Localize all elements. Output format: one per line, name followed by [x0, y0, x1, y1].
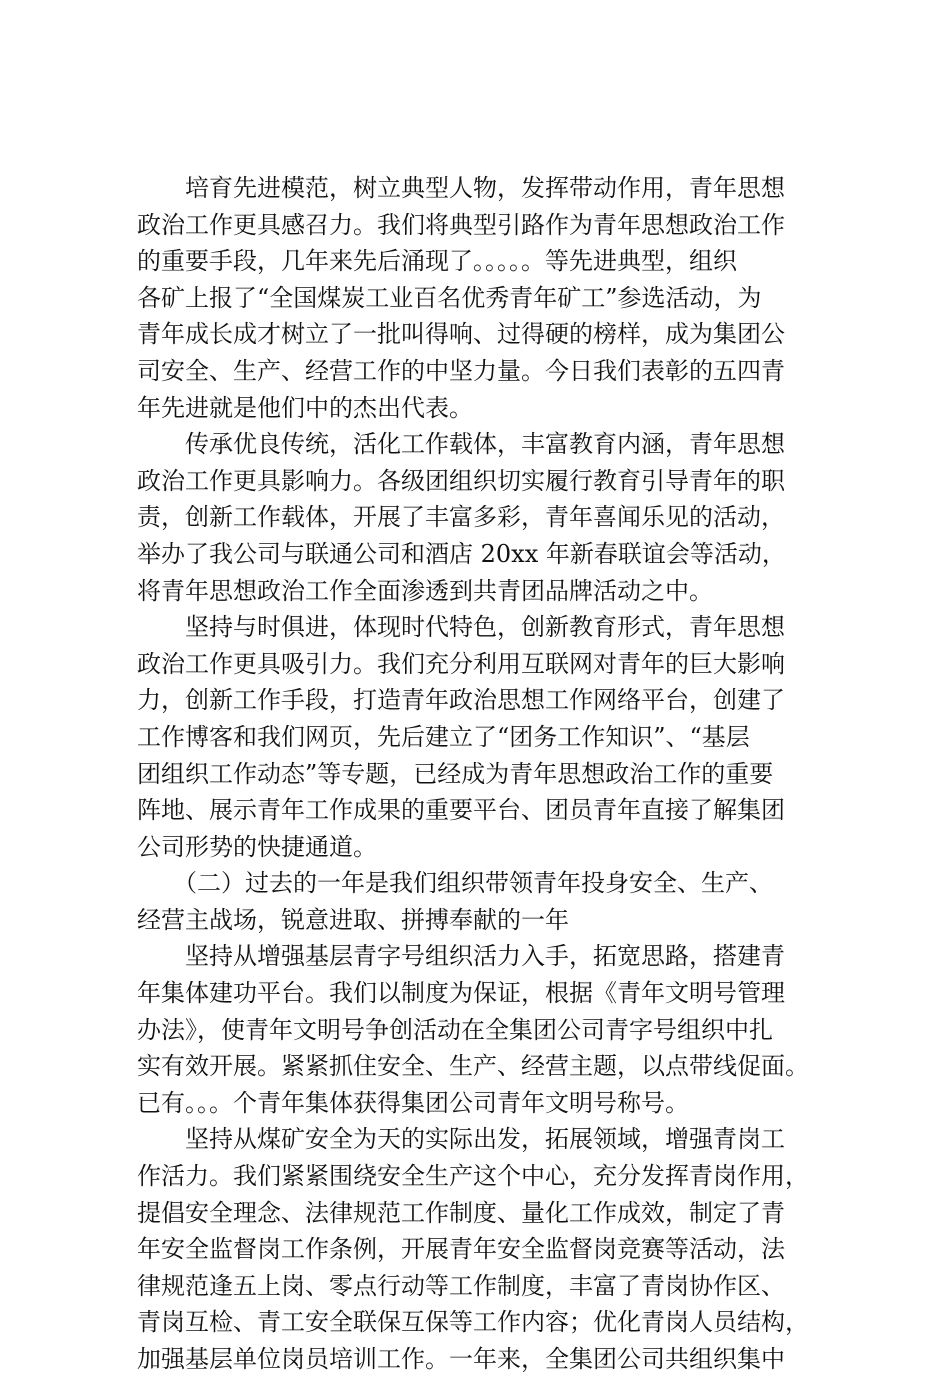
text-line: 青年成长成才树立了一批叫得响、过得硬的榜样，成为集团公 [137, 320, 785, 349]
text-line: 年安全监督岗工作条例，开展青年安全监督岗竞赛等活动，法 [137, 1235, 785, 1264]
text-line: 团组织工作动态”等专题，已经成为青年思想政治工作的重要 [137, 759, 774, 788]
text-line: 坚持从增强基层青字号组织活力入手，拓宽思路，搭建青 [137, 942, 785, 971]
text-line: 各矿上报了“全国煤炭工业百名优秀青年矿工”参选活动，为 [137, 283, 762, 312]
text-line: 律规范逢五上岗、零点行动等工作制度，丰富了青岗协作区、 [137, 1271, 785, 1300]
text-line: 青岗互检、青工安全联保互保等工作内容；优化青岗人员结构， [137, 1308, 809, 1337]
text-line: 将青年思想政治工作全面渗透到共青团品牌活动之中。 [137, 576, 713, 605]
text-line: 政治工作更具吸引力。我们充分利用互联网对青年的巨大影响 [137, 649, 785, 678]
text-line: 公司形势的快捷通道。 [137, 832, 377, 861]
text-line: 司安全、生产、经营工作的中坚力量。今日我们表彰的五四青 [137, 356, 785, 385]
text-line: 办法》，使青年文明号争创活动在全集团公司青字号组织中扎 [137, 1015, 773, 1044]
text-line: 实有效开展。紧紧抓住安全、生产、经营主题，以点带线促面。 [137, 1052, 809, 1081]
text-line: 力，创新工作手段，打造青年政治思想工作网络平台，创建了 [137, 686, 785, 715]
text-line: 坚持与时俱进，体现时代特色，创新教育形式，青年思想 [137, 613, 785, 642]
text-line: 政治工作更具影响力。各级团组织切实履行教育引导青年的职 [137, 466, 785, 495]
text-line: 政治工作更具感召力。我们将典型引路作为青年思想政治工作 [137, 210, 785, 239]
text-line: 经营主战场，锐意进取、拼搏奉献的一年 [137, 905, 569, 934]
text-line: 工作博客和我们网页，先后建立了“团务工作知识”、“基层 [137, 722, 750, 751]
text-line: 年先进就是他们中的杰出代表。 [137, 393, 473, 422]
text-line: 年集体建功平台。我们以制度为保证，根据《青年文明号管理 [137, 979, 785, 1008]
text-line: 提倡安全理念、法律规范工作制度、量化工作成效，制定了青 [137, 1198, 785, 1227]
text-line: 加强基层单位岗员培训工作。一年来，全集团公司共组织集中 [137, 1345, 785, 1373]
text-line: 已有。。。个青年集体获得集团公司青年文明号称号。 [137, 1088, 689, 1117]
text-line: （二）过去的一年是我们组织带领青年投身安全、生产、 [137, 869, 773, 898]
text-line: 作活力。我们紧紧围绕安全生产这个中心，充分发挥青岗作用， [137, 1162, 809, 1191]
text-line: 阵地、展示青年工作成果的重要平台、团员青年直接了解集团 [137, 796, 785, 825]
text-line: 培育先进模范，树立典型人物，发挥带动作用，青年思想 [137, 174, 785, 202]
text-line: 的重要手段，几年来先后涌现了。。。。。等先进典型，组织 [137, 247, 737, 276]
text-line: 举办了我公司与联通公司和酒店 20xx 年新春联谊会等活动， [137, 539, 786, 568]
text-line: 传承优良传统，活化工作载体，丰富教育内涵，青年思想 [137, 430, 785, 459]
document-body [137, 170, 837, 1378]
text-line: 责，创新工作载体，开展了丰富多彩，青年喜闻乐见的活动， [137, 503, 785, 532]
text-line: 坚持从煤矿安全为天的实际出发，拓展领域，增强青岗工 [137, 1125, 785, 1154]
